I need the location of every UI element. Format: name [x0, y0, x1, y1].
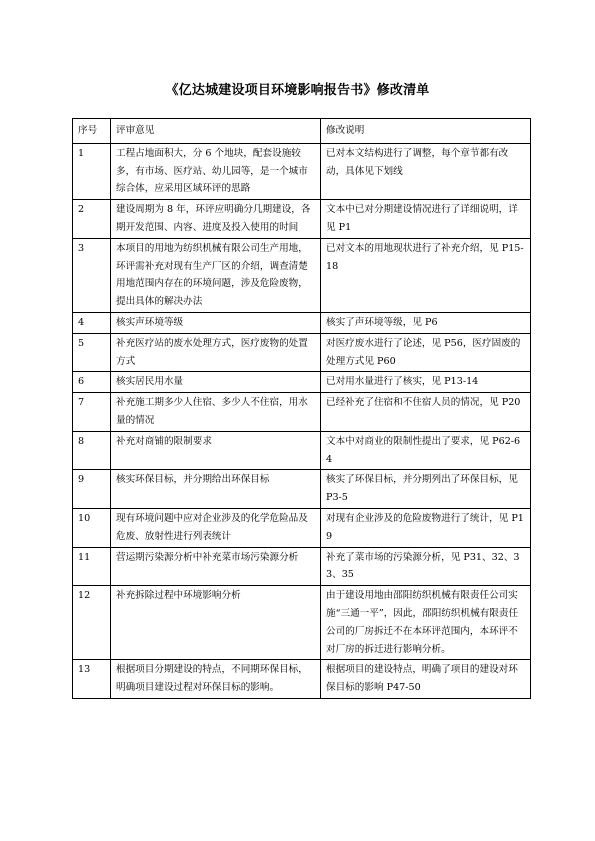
review-comment: 本项目的用地为纺织机械有限公司生产用地，环评需补充对现有生产厂区的介绍，调查清楚用地范围内存在的环境问题，涉及危险废物，提出具体的解决办法 [111, 238, 321, 312]
review-comment: 营运期污染源分析中补充菜市场污染源分析 [111, 547, 321, 586]
table-row [73, 393, 531, 432]
review-comment: 核实声环境等级 [111, 312, 321, 333]
review-comment: 补充拆除过程中环境影响分析 [111, 586, 321, 660]
revision-note: 核实了环保目标，并分期列出了环保目标，见 P3-5 [321, 470, 531, 509]
row-number: 7 [73, 393, 111, 432]
revision-note: 已对用水量进行了核实，见 P13-14 [321, 372, 531, 393]
revision-note: 由于建设用地由邵阳纺织机械有限责任公司实施“三通一平”，因此，邵阳纺织机械有限责任公司的厂房拆迁不在本环评范围内，本环评不对厂房的拆迁进行影响分析。 [321, 586, 531, 660]
table-row [73, 200, 531, 239]
header-serial-number: 序号 [73, 119, 111, 144]
row-number: 4 [73, 312, 111, 333]
row-number: 8 [73, 431, 111, 470]
revision-note: 已对文本的用地现状进行了补充介绍，见 P15-18 [321, 238, 531, 312]
review-comment: 补充施工期多少人住宿、多少人不住宿，用水量的情况 [111, 393, 321, 432]
revision-note: 对医疗废水进行了论述，见 P56，医疗固废的处理方式见 P60 [321, 333, 531, 372]
row-number: 9 [73, 470, 111, 509]
table-row [73, 431, 531, 470]
revision-note: 文本中已对分期建设情况进行了详细说明，详见 P1 [321, 200, 531, 239]
row-number: 10 [73, 508, 111, 547]
review-comment: 根据项目分期建设的特点，不同期环保目标，明确项目建设过程对环保目标的影响。 [111, 660, 321, 699]
table-row [73, 333, 531, 372]
row-number: 12 [73, 586, 111, 660]
header-review-comment: 评审意见 [111, 119, 321, 144]
table-row [73, 312, 531, 333]
revision-note: 已对本文结构进行了调整，每个章节都有改动，具体见下划线 [321, 143, 531, 199]
revision-table [72, 118, 531, 699]
table-row [73, 372, 531, 393]
row-number: 1 [73, 143, 111, 199]
table-row [73, 143, 531, 199]
revision-note: 对现有企业涉及的危险废物进行了统计，见 P19 [321, 508, 531, 547]
table-row [73, 586, 531, 660]
revision-note: 补充了菜市场的污染源分析，见 P31、32、33、35 [321, 547, 531, 586]
page-title: 《亿达城建设项目环境影响报告书》修改清单 [165, 83, 430, 98]
row-number: 6 [73, 372, 111, 393]
table-row [73, 470, 531, 509]
review-comment: 核实环保目标，并分期给出环保目标 [111, 470, 321, 509]
row-number: 3 [73, 238, 111, 312]
table-header-row [73, 119, 531, 144]
row-number: 2 [73, 200, 111, 239]
review-comment: 补充对商铺的限制要求 [111, 431, 321, 470]
table-row [73, 547, 531, 586]
revision-note: 根据项目的建设特点，明确了项目的建设对环保目标的影响 P47-50 [321, 660, 531, 699]
row-number: 13 [73, 660, 111, 699]
review-comment: 工程占地面积大，分 6 个地块，配套设施较多，有市场、医疗站、幼儿园等，是一个城市综合体，应采用区域环评的思路 [111, 143, 321, 199]
review-comment: 建设周期为 8 年，环评应明确分几期建设，各期开发范围、内容、进度及投入使用的时间 [111, 200, 321, 239]
revision-note: 已经补充了住宿和不住宿人员的情况，见 P20 [321, 393, 531, 432]
review-comment: 补充医疗站的废水处理方式，医疗废物的处置方式 [111, 333, 321, 372]
review-comment: 核实居民用水量 [111, 372, 321, 393]
row-number: 5 [73, 333, 111, 372]
review-comment: 现有环境问题中应对企业涉及的化学危险品及危废、放射性进行列表统计 [111, 508, 321, 547]
table-row [73, 238, 531, 312]
table-row [73, 508, 531, 547]
revision-note: 文本中对商业的限制性提出了要求，见 P62-64 [321, 431, 531, 470]
header-revision-note: 修改说明 [321, 119, 531, 144]
row-number: 11 [73, 547, 111, 586]
table-row [73, 660, 531, 699]
revision-note: 核实了声环境等级，见 P6 [321, 312, 531, 333]
